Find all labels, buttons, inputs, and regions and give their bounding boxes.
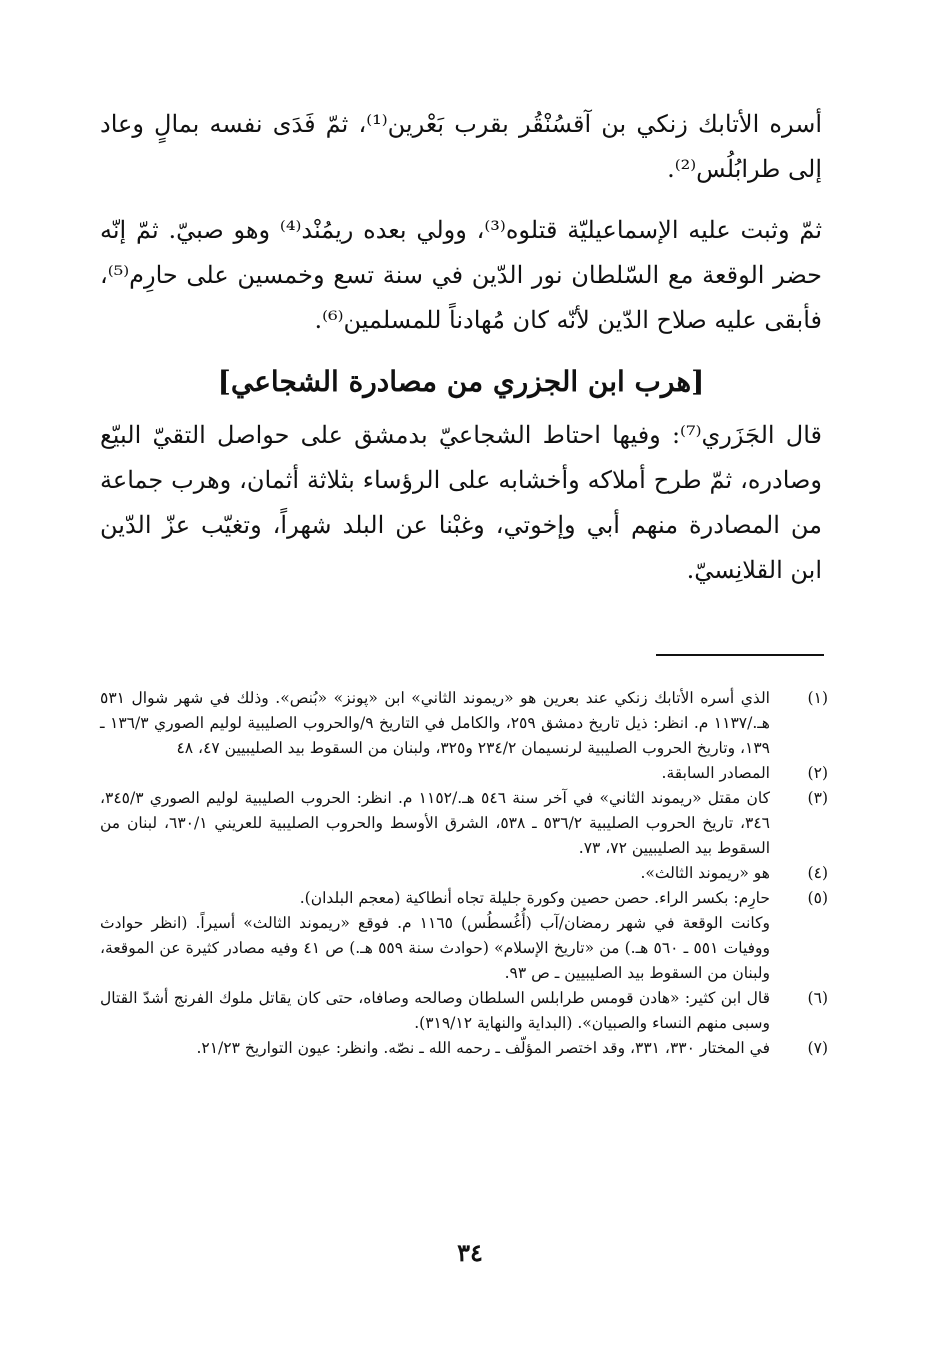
footnote-6 [100,986,828,1036]
body-paragraph-3: قال الجَزَري⁽⁷⁾: وفيها احتاط الشجاعيّ بدمشق على حواصل التقيّ البيّع وصادره، ثمّ طرح أملاكه وأخشابه على الرؤساء بثلاثة أثمان، وهرب جماعة من المصادرة منهم أبي وإخوتي، وغبْنا عن البلد شهراً، وتغيّب عزّ الدّين ابن القلانِسيّ. [100,421,822,584]
footnote-number: (٤) [807,864,828,882]
footnote-separator [656,654,824,656]
footnote-4 [100,861,828,886]
footnote-3 [100,786,828,861]
footnote-5 [100,886,828,986]
footnote-2 [100,761,828,786]
footnote-number: (٢) [807,764,828,782]
footnote-number: (٦) [807,989,828,1007]
footnote-text: هو «ريموند الثالث». [640,864,770,882]
footnotes [100,686,828,1061]
footnote-text: المصادر السابقة. [661,764,770,782]
body-paragraph-1: أسره الأتابك زنكي بن آقسُنْقُر بقرب بَعْرين⁽¹⁾، ثمّ فَدَى نفسه بمالٍ وعاد إلى طرابُلُس⁽²⁾. [100,110,822,183]
footnote-1 [100,686,828,761]
footnote-number: (٧) [807,1039,828,1057]
footnote-number: (٥) [807,889,828,907]
section-heading: [هرب ابن الجزري من مصادرة الشجاعي] [217,365,705,398]
footnote-text: كان مقتل «ريموند الثاني» في آخر سنة ٥٤٦ هـ./١١٥٢ م. انظر: الحروب الصليبية لوليم الصوري ٣٤٥/٣، ٣٤٦، تاريخ الحروب الصليبية ٥٣٦/٢ ـ ٥٣٨، الشرق الأوسط والحروب الصليبية للعريني ٦٣٠/١، لبنان من السقوط بيد الصليبيين ٧٢، ٧٣. [100,789,770,857]
footnote-number: (١) [807,689,828,707]
footnote-7 [100,1036,828,1061]
footnote-text: حارِم: بكسر الراء. حصن حصين وكورة جليلة تجاه أنطاكية (معجم البلدان). [299,889,770,907]
body-paragraph-2: ثمّ وثبت عليه الإسماعيليّة قتلوه⁽³⁾، وولي بعده ريمُنْد⁽⁴⁾ وهو صبيّ. ثمّ إنّه حضر الوقعة مع السّلطان نور الدّين في سنة تسع وخمسين على حارِم⁽⁵⁾، فأبقى عليه صلاح الدّين لأنّه كان مُهادناً للمسلمين⁽⁶⁾. [100,216,822,334]
footnote-text-continued: وكانت الوقعة في شهر رمضان/آب (أُغُسطُس) ١١٦٥ م. فوقع «ريموند الثالث» أسيراً. (انظر حوادث ووفيات ٥٥١ ـ ٥٦٠ هـ.) من «تاريخ الإسلام» (حوادث سنة ٥٥٩ هـ.) ص ٤١ وفيه مصادر كثيرة عن الموقعة، ولبنان من السقوط بيد الصليبيين ـ ص ٩٣. [100,914,770,982]
footnote-text-block [100,886,770,986]
footnote-text: قال ابن كثير: «هادن قومس طرابلس السلطان وصالحه وصافاه، حتى كان يقاتل ملوك الفرنج أشدّ القتال وسبى منهم النساء والصبيان». (البداية والنهاية ٣١٩/١٢). [100,989,770,1032]
footnote-text: في المختار ٣٣٠، ٣٣١، وقد اختصر المؤلّف ـ رحمه الله ـ نصّه. وانظر: عيون التواريخ ٢١/٢٣. [196,1039,770,1057]
footnote-number: (٣) [807,789,828,807]
page-number: ٣٤ [457,1238,483,1267]
footnote-text: الذي أسره الأتابك زنكي عند بعرين هو «ريموند الثاني» ابن «پونز» «بُنص». وذلك في شهر شوال ٥٣١ هـ./١١٣٧ م. انظر: ذيل تاريخ دمشق ٢٥٩، والكامل في التاريخ ٩/والحروب الصليبية لوليم الصوري ١٣٦/٣ ـ ١٣٩، وتاريخ الحروب الصليبية لرنسيمان ٢٣٤/٢ و٣٢٥، ولبنان من السقوط بيد الصليبيين ٤٧، ٤٨ [100,689,770,757]
